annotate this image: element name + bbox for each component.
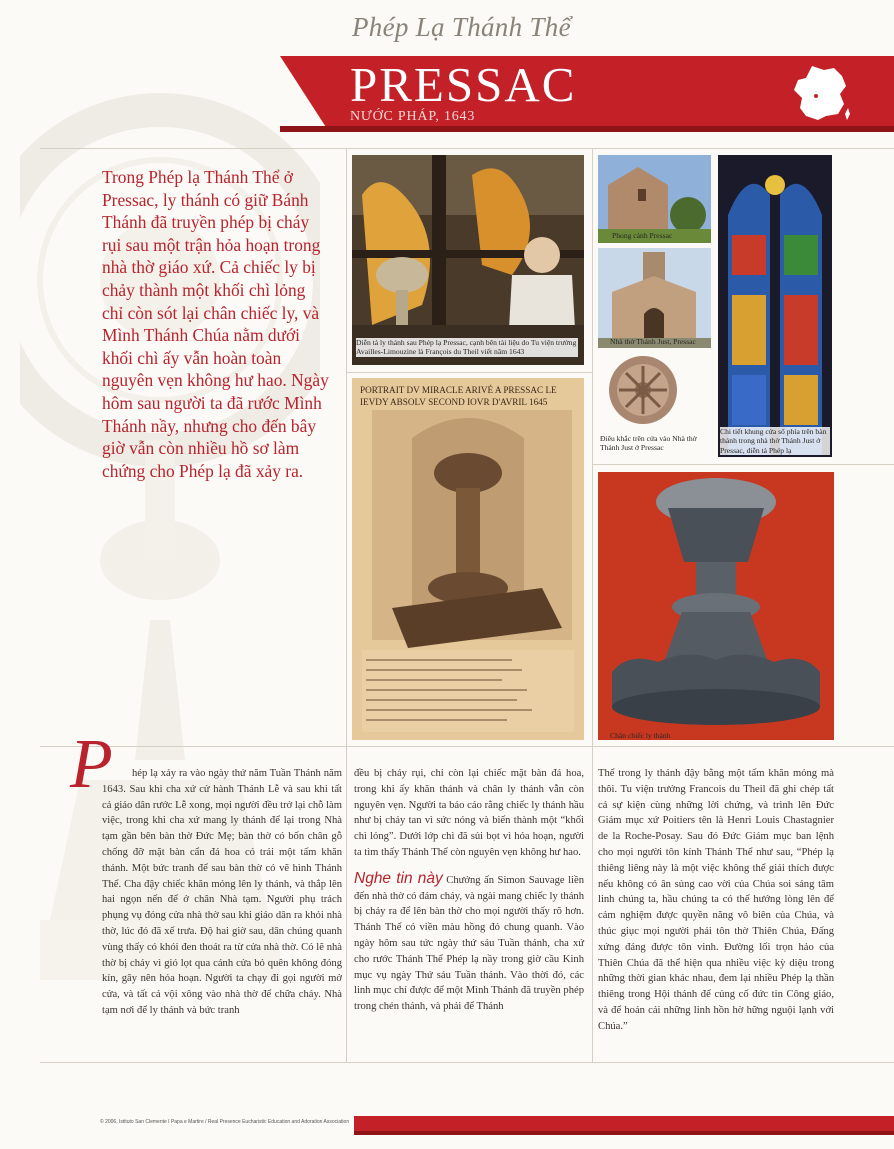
chalice-base-caption: Chân chiếc ly thánh <box>610 731 671 740</box>
divider-photo-right <box>592 464 894 465</box>
church-caption: Nhà thờ Thánh Just, Pressac <box>610 337 696 346</box>
divider-middle <box>40 746 894 747</box>
stained-glass-caption: Chi tiết khung cửa sổ phía trên bàn thánh trong nhà thờ Thánh Just ở Pressac, diễn tả Phép lạ <box>720 427 830 455</box>
page-title: PRESSAC <box>350 57 577 112</box>
copyright: © 2006, Istituto San Clemente I Papa e Martire / Real Presence Eucharistic Education and Adoration Association <box>100 1119 350 1125</box>
intro-summary <box>102 166 330 482</box>
divider-col-a <box>346 148 347 746</box>
landscape-photo <box>598 155 711 243</box>
chalice-base-photo <box>598 472 834 740</box>
window-caption: Diễn tả ly thánh sau Phép lạ Pressac, cạnh bên tài liệu do Tu viện trưởng Availles-Limouzine là François du Theil viết năm 1643 <box>356 338 577 357</box>
divider-col-b <box>592 148 593 746</box>
engraving-title <box>360 384 580 408</box>
landscape-caption: Phong cảnh Pressac <box>612 231 673 240</box>
stained-glass-photo <box>718 155 832 457</box>
article-col2-text-b: Chưởng ấn Simon Sauvage liền đến nhà thờ có đám cháy, và ngài mang chiếc ly thánh bị chảy ra để lên bàn thờ cho mọi người thấy rõ hơn. Thánh Thể có viền màu hồng đỏ chung quanh. Vào ngày hôm sau tức ngày thứ sáu Tuần thánh, cha xứ cho rước Thánh Thể Phép lạ nầy trong giờ cầu Kinh mục vụ ngày Thứ sáu Tuần thánh. Vào thời đó, các linh mục chỉ được để một Mình Thánh đã truyền phép trong chén thánh, và phải để Thánh <box>354 874 584 1013</box>
divider-photo <box>346 372 592 373</box>
article-column-3 <box>598 766 834 1035</box>
france-map-icon <box>790 64 850 122</box>
window-photo <box>352 155 584 365</box>
engraving-photo <box>352 378 584 740</box>
article-col3-text: Thể trong ly thánh đậy bằng một tấm khăn mỏng mà thôi. Tu viện trưởng Francois du Theil đã ghi chép tất cả sự kiện cùng những lời chứng, và trình lên Đức Giám mục xứ Poitiers tên là Henri Louis Chastagnier de la Roche-Posay. Sau đó Đức Giám mục ban lệnh cho mọi người tôn kính Thánh Thể như sau, “Phép lạ thiêng liêng này là một việc không thể giải thích được nếu không có ân sủng cao vời của Chúa soi sáng tâm linh chúng ta, hầu chúng ta có thể hướng lòng lên để cảm nghiệm được quyền năng vô biên của Chúa, và thúc giục mọi người phải tôn thờ Thiên Chúa, Đấng xứng đáng được tôn vinh. Đường lối trọn hảo của Thiên Chúa đã thể hiện qua nhiều việc kỳ diệu trong những thời gian khác nhau, đem lại nhiều Phép lạ thần thiêng trong Hội thánh để củng cố đức tin Công giáo, và để hoán cải những linh hồn hờ hững nguội lạnh với Chúa.” <box>598 768 834 1032</box>
series-title: Phép Lạ Thánh Thể <box>352 12 571 42</box>
carving-caption: Điêu khắc trên cửa vào Nhà thờ Thánh Just ở Pressac <box>600 434 697 453</box>
carving-photo <box>598 352 711 456</box>
divider-top <box>40 148 894 149</box>
article-column-1 <box>102 766 342 1019</box>
dropcap: P <box>70 726 113 803</box>
article-col2-paragraph <box>354 871 584 1015</box>
article-column-2 <box>354 766 584 1015</box>
article-col2-text-a: đều bị cháy rụi, chỉ còn lại chiếc mặt bàn đá hoa, trong khi ấy khăn thánh và chân ly thánh vẫn còn nguyên vẹn. Người ta báo cáo rằng chiếc ly thánh hầu như bị chảy tan vì sức nóng và biến thành một “khối chì lỏng”. Dưới lớp chì đã sủi bọt vì hỏa hoạn, người ta tìm thấy Thánh Thể còn nguyên vẹn không hư hao. <box>354 768 584 858</box>
article-subhead: Nghe tin này <box>354 869 443 887</box>
church-photo <box>598 248 711 348</box>
intro-text: Trong Phép lạ Thánh Thể ở Pressac, ly thánh có giữ Bánh Thánh đã truyền phép bị cháy rụi sau một trận hỏa hoạn trong nhà thờ giáo xứ. Cả chiếc ly bị chảy thành một khối chì lỏng chỉ còn sót lại chân chiếc ly, và Mình Thánh Chúa nằm dưới khối chì ấy vẫn hoàn toàn nguyên vẹn không hư hao. Ngày hôm sau người ta đã rước Mình Thánh nầy, nhưng cho đến bây giờ vẫn còn nhiều hồ sơ làm chứng cho Phép lạ đã xảy ra. <box>102 167 329 481</box>
title-banner-underline <box>280 126 894 132</box>
article-col1-text: hép lạ xảy ra vào ngày thứ năm Tuần Thánh năm 1643. Sau khi cha xứ cử hành Thánh Lễ và sau khi tất cả giáo dân rước Lễ xong, mọi người đều trở lại chỗ làm việc, trong khi cha xứ mang ly thánh để lại trong Nhà tạm gần bên bàn thờ Đức Mẹ; bàn thờ có bốn chân gỗ chống đỡ mặt bàn cẩn đá hoa có trải một tấm khăn thánh. Một bức tranh để sau bàn thờ có vẽ hình Thánh Thể. Cha đậy chiếc khăn mỏng lên ly thánh, và thắp lên hai ngọn nến để ở chân Nhà tạm. Người phụ trách phụng vụ đóng cửa nhà thờ sau khi giáo dân ra khỏi nhà thờ, lúc đó đã xế trưa. Độ hai giờ sau, dân chúng quanh vùng thấy có khói đen thoát ra từ cửa nhà thờ. Có lẽ nhà thờ bị cháy vì gió lọt qua cánh cửa bỏ quên không đóng kín, gây nên hỏa hoạn. Người ta chạy đi gọi người mở cửa, và tất cả vội xông vào nhà thờ để chữa cháy. Nhà tạm nơi để ly thánh và bức tranh <box>102 768 342 1016</box>
country-year: NƯỚC PHÁP, 1643 <box>350 109 476 124</box>
footer-bar <box>354 1116 894 1131</box>
divider-text-b <box>592 746 593 1062</box>
divider-bottom <box>40 1062 894 1063</box>
divider-text-a <box>346 746 347 1062</box>
footer-bar-underline <box>354 1131 894 1135</box>
engraving-title-line2: IEVDY ABSOLV SECOND IOVR D'AVRIL 1645 <box>360 397 548 407</box>
engraving-title-line1: PORTRAIT DV MIRACLE ARIVÉ A PRESSAC LE <box>360 385 557 395</box>
